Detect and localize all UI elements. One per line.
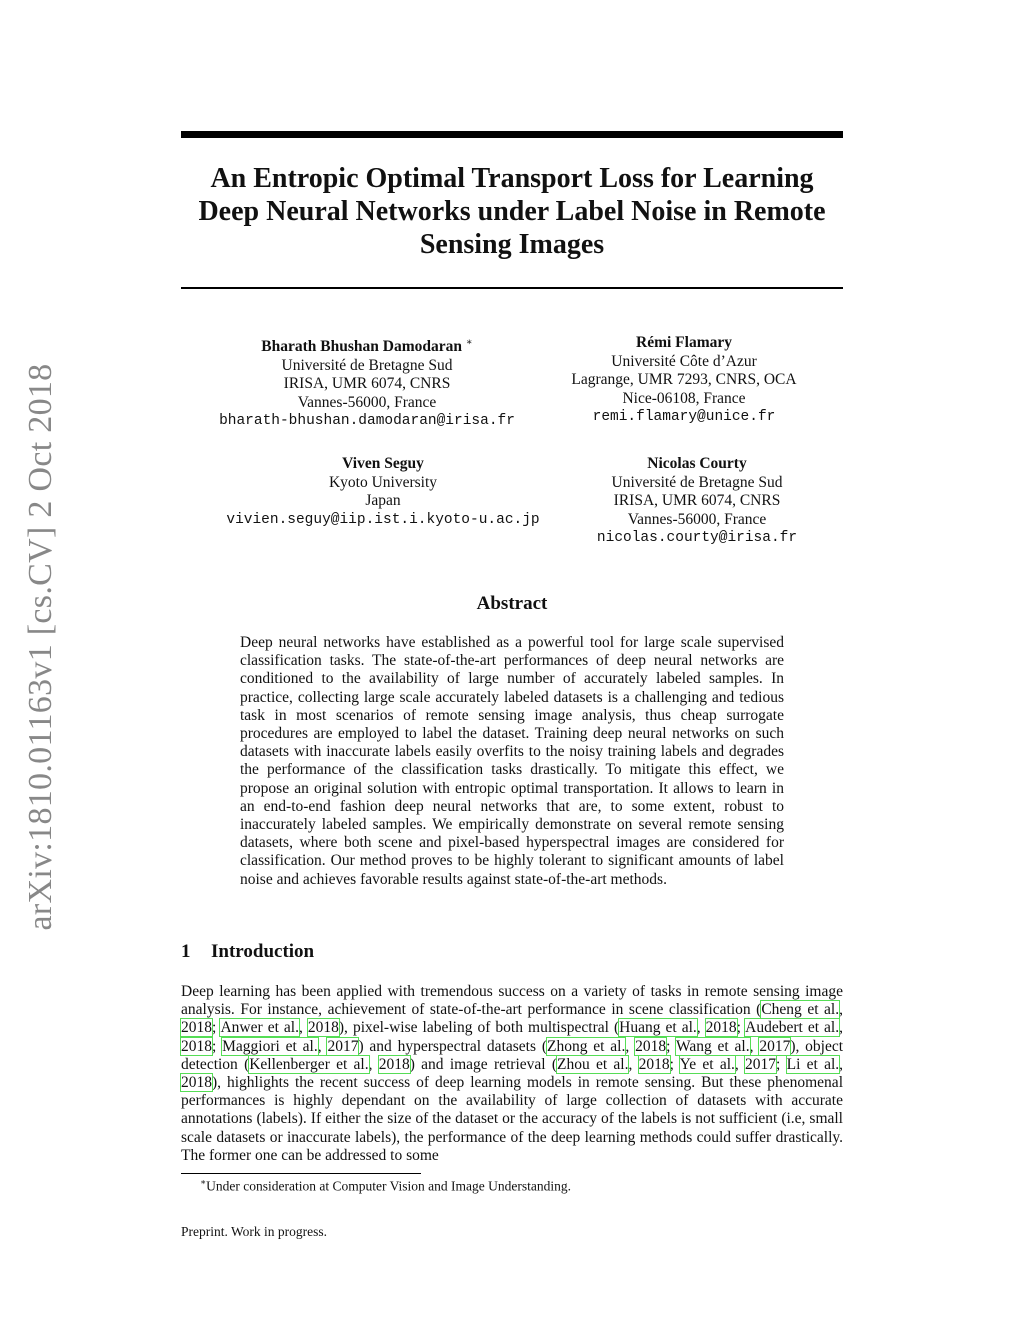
citation-link[interactable]: Audebert et al.: [745, 1019, 840, 1037]
intro-text-segment: ) and image retrieval (: [409, 1055, 557, 1073]
author-name: Bharath Bhushan Damodaran: [261, 338, 463, 356]
intro-text-segment: ;: [212, 1019, 221, 1037]
citation-link[interactable]: 2018: [705, 1019, 737, 1037]
citation-link[interactable]: Ye et al.: [679, 1055, 735, 1073]
author-affiliation: Université de Bretagne Sud: [281, 356, 453, 374]
author-affiliation: Nice-06108, France: [622, 389, 746, 407]
author-block: [571, 334, 796, 427]
citation-link[interactable]: 2018: [638, 1055, 670, 1073]
citation-link[interactable]: 2018: [181, 1037, 212, 1055]
intro-text-segment: ;: [669, 1055, 680, 1073]
author-block: [597, 455, 797, 548]
footnote-text: Under consideration at Computer Vision and Image Understanding.: [206, 1178, 571, 1194]
intro-text-segment: ;: [776, 1055, 787, 1073]
citation-link[interactable]: 2018: [181, 1074, 212, 1092]
intro-text-segment: ,: [317, 1037, 328, 1055]
intro-text-segment: ;: [666, 1037, 676, 1055]
citation-link[interactable]: 2018: [378, 1055, 410, 1073]
footnote: [200, 1177, 571, 1195]
citation-link[interactable]: Zhou et al.: [557, 1055, 629, 1073]
author-affiliation: Université Côte d’Azur: [611, 352, 757, 370]
author-email[interactable]: remi.flamary@unice.fr: [592, 409, 776, 425]
intro-text-segment: ,: [839, 1001, 843, 1019]
citation-link[interactable]: Zhong et al.: [547, 1037, 626, 1055]
author-name: Viven Seguy: [342, 455, 424, 472]
section-heading-introduction: [181, 941, 314, 963]
intro-text-segment: ,: [839, 1019, 843, 1037]
citation-link[interactable]: Li et al.: [786, 1055, 840, 1073]
author-affiliation: Kyoto University: [328, 473, 438, 491]
intro-text-segment: ;: [212, 1037, 223, 1055]
section-number: 1: [181, 941, 191, 962]
citation-link[interactable]: Kellenberger et al.: [249, 1055, 369, 1073]
author-block: [226, 455, 539, 529]
citation-link[interactable]: Anwer et al.: [220, 1019, 299, 1037]
title-bottom-rule: [181, 287, 843, 289]
paper-title: An Entropic Optimal Transport Loss for Learning Deep Neural Networks under Label Noise in Remote Sensing Images: [198, 163, 826, 260]
arxiv-stamp: arXiv:1810.01163v1 [cs.CV] 2 Oct 2018: [22, 363, 59, 931]
author-block: [219, 334, 515, 431]
citation-link[interactable]: 2018: [307, 1019, 339, 1037]
introduction-text: [181, 983, 843, 1165]
citation-link[interactable]: 2017: [759, 1037, 791, 1055]
author-affiliation: Lagrange, UMR 7293, CNRS, OCA: [571, 371, 797, 388]
intro-text-segment: ,: [298, 1019, 308, 1037]
citation-link[interactable]: 2017: [745, 1055, 777, 1073]
intro-text-segment: ), highlights the recent success of deep learning models in remote sensing. But these phenomenal performances is highly dependant on the availability of large collection of datasets with accurate annotations (labels). If either the size of the dataset or the accuracy of the labels is not sufficient (i.e, small scale datasets or inaccurate labels), the performance of the deep learning methods could suffer drastically. The former one can be addressed to some: [181, 1074, 843, 1164]
abstract-heading: Abstract: [476, 593, 548, 614]
citation-link[interactable]: Wang et al.: [675, 1037, 750, 1055]
citation-link[interactable]: 2018: [181, 1019, 212, 1037]
intro-text-segment: ), pixel-wise labeling of both multispectral (: [338, 1019, 620, 1037]
citation-link[interactable]: 2018: [635, 1037, 667, 1055]
intro-text-segment: ), object detection (: [181, 1037, 844, 1073]
intro-text-segment: ) and hyperspectral datasets (: [358, 1037, 547, 1055]
author-affiliation: IRISA, UMR 6074, CNRS: [613, 492, 781, 509]
citation-link[interactable]: Huang et al.: [619, 1019, 697, 1037]
intro-text-segment: ,: [734, 1055, 746, 1073]
intro-text-segment: ;: [736, 1019, 746, 1037]
intro-text-segment: ,: [839, 1055, 844, 1073]
author-name: Nicolas Courty: [647, 455, 747, 472]
intro-text-segment: ,: [368, 1055, 379, 1073]
author-affiliation: IRISA, UMR 6074, CNRS: [283, 375, 451, 393]
author-affiliation: Japan: [365, 492, 401, 509]
author-affiliation: Université de Bretagne Sud: [611, 473, 783, 491]
abstract-text: Deep neural networks have established as a powerful tool for large scale supervised classification tasks. The state-of-the-art performances of deep neural networks are conditioned to the availability of large number of accurately labeled samples. In practice, collecting large scale accurately labeled datasets is a challenging and tedious task in most scenarios of remote sensing image analysis, thus cheap surrogate procedures are employed to label the dataset. Training deep neural networks on such datasets with inaccurate labels easily overfits to the noisy training labels and degrades the performance of the classification tasks drastically. To mitigate this effect, we propose an original solution with entropic optimal transportation. It allows to learn in an end-to-end fashion deep neural networks that are, to some extent, robust to inaccurately labeled samples. We empirically demonstrate on several remote sensing datasets, where both scene and pixel-based hyperspectral images are considered for classification. Our method proves to be highly tolerant to significant amounts of label noise and achieves favorable results against state-of-the-art methods.: [240, 634, 784, 888]
intro-text-segment: Deep learning has been applied with tremendous success on a variety of tasks in remote sensing image analysis. For instance, achievement of state-of-the-art performance in scene classification (: [181, 983, 843, 1019]
intro-text-segment: ,: [749, 1037, 760, 1055]
section-title: Introduction: [211, 941, 315, 962]
author-affiliation: Vannes-56000, France: [627, 510, 767, 528]
author-email[interactable]: nicolas.courty@irisa.fr: [596, 530, 798, 546]
author-email[interactable]: bharath-bhushan.damodaran@irisa.fr: [219, 413, 515, 430]
author-email[interactable]: vivien.seguy@iip.ist.i.kyoto-u.ac.jp: [226, 511, 540, 528]
intro-text-segment: ,: [628, 1055, 639, 1073]
citation-link[interactable]: Maggiori et al.: [222, 1037, 318, 1055]
title-top-rule: [181, 131, 843, 138]
preprint-note: Preprint. Work in progress.: [181, 1224, 328, 1239]
footnote-mark: ∗: [200, 1177, 207, 1187]
footnote-rule: [181, 1173, 421, 1174]
citation-link[interactable]: Cheng et al.: [761, 1001, 840, 1019]
author-name: Rémi Flamary: [636, 334, 732, 351]
intro-text-segment: ,: [696, 1019, 706, 1037]
author-footnote-mark[interactable]: ∗: [465, 337, 473, 348]
intro-text-segment: ,: [625, 1037, 636, 1055]
citation-link[interactable]: 2017: [327, 1037, 359, 1055]
author-affiliation: Vannes-56000, France: [297, 393, 437, 411]
